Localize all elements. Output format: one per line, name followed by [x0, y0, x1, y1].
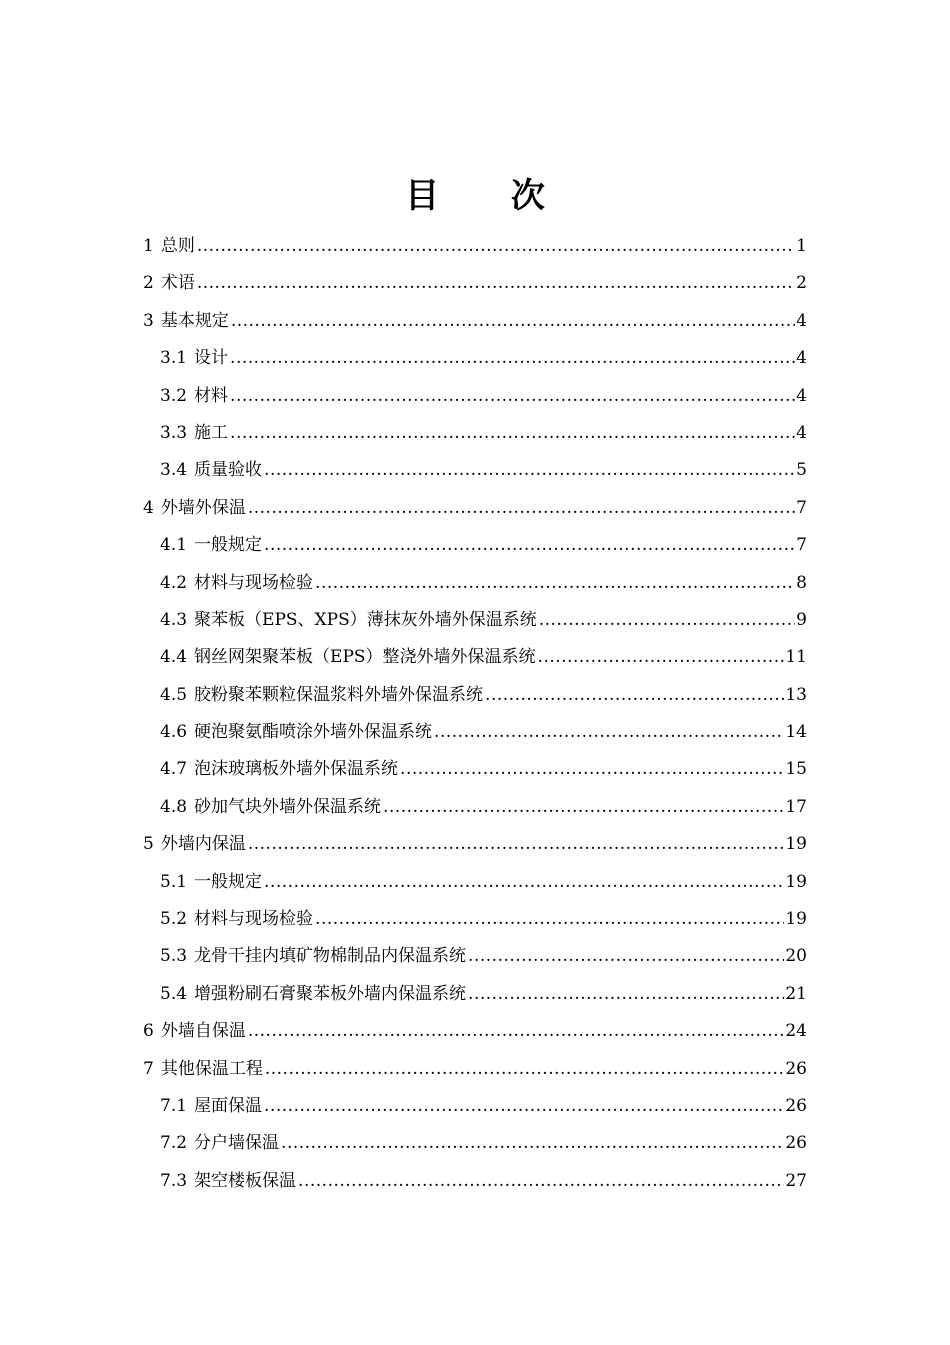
- toc-dot-leader: [315, 565, 795, 602]
- toc-entry-number: 5.4: [160, 983, 188, 1004]
- toc-entry-number: 4: [143, 497, 154, 518]
- toc-entry-number: 2: [143, 273, 154, 294]
- toc-page-number: 17: [785, 796, 807, 817]
- toc-dot-leader: [230, 340, 795, 377]
- toc-subsection-entry[interactable]: [143, 639, 807, 676]
- toc-entry-number: 4.1: [160, 535, 188, 556]
- toc-page-number: 4: [796, 385, 807, 406]
- toc-entry-number: 3.1: [160, 348, 188, 369]
- toc-dot-leader: [248, 826, 785, 863]
- toc-entry-title: 增强粉刷石膏聚苯板外墙内保温系统: [194, 983, 467, 1004]
- toc-dot-leader: [230, 415, 795, 452]
- toc-dot-leader: [231, 303, 795, 340]
- toc-entry-number: 3.4: [160, 460, 188, 481]
- toc-dot-leader: [248, 1013, 785, 1050]
- toc-page-number: 7: [796, 497, 807, 518]
- toc-entry-title: 一般规定: [194, 871, 263, 892]
- toc-entry-title: 材料与现场检验: [194, 909, 314, 930]
- toc-section-entry[interactable]: [143, 228, 807, 265]
- toc-entry-number: 7.1: [160, 1095, 188, 1116]
- toc-dot-leader: [538, 639, 785, 676]
- toc-entry-title: 质量验收: [194, 460, 263, 481]
- toc-entry-title: 外墙自保温: [160, 1021, 246, 1042]
- toc-page-number: 4: [796, 422, 807, 443]
- toc-entry-title: 分户墙保温: [194, 1133, 280, 1154]
- toc-entry-title: 外墙内保温: [160, 834, 246, 855]
- toc-entry-number: 5: [143, 834, 154, 855]
- toc-dot-leader: [383, 789, 784, 826]
- toc-page-number: 11: [785, 647, 807, 668]
- toc-entry-number: 7: [143, 1058, 154, 1079]
- toc-page-number: 21: [785, 983, 807, 1004]
- toc-subsection-entry[interactable]: [143, 415, 807, 452]
- toc-subsection-entry[interactable]: [143, 378, 807, 415]
- toc-entry-number: 4.2: [160, 572, 188, 593]
- toc-page-number: 19: [785, 834, 807, 855]
- toc-dot-leader: [485, 677, 784, 714]
- page-title: 目 次: [405, 175, 575, 216]
- toc-subsection-entry[interactable]: [143, 1125, 807, 1162]
- toc-page-number: 7: [796, 535, 807, 556]
- toc-entry-number: 4.4: [160, 647, 188, 668]
- toc-section-entry[interactable]: [143, 265, 807, 302]
- toc-section-entry[interactable]: [143, 303, 807, 340]
- toc-entry-title: 施工: [194, 422, 229, 443]
- toc-page-number: 8: [796, 572, 807, 593]
- toc-entry-title: 架空楼板保温: [194, 1170, 297, 1191]
- table-of-contents: [143, 228, 807, 1200]
- toc-dot-leader: [468, 976, 784, 1013]
- toc-page-number: 19: [785, 909, 807, 930]
- toc-entry-number: 3: [143, 310, 154, 331]
- toc-page-number: 4: [796, 310, 807, 331]
- toc-page-number: 26: [785, 1133, 807, 1154]
- toc-subsection-entry[interactable]: [143, 527, 807, 564]
- toc-subsection-entry[interactable]: [143, 789, 807, 826]
- toc-section-entry[interactable]: [143, 490, 807, 527]
- toc-entry-number: 6: [143, 1021, 154, 1042]
- toc-subsection-entry[interactable]: [143, 976, 807, 1013]
- toc-entry-number: 5.3: [160, 946, 188, 967]
- toc-page-number: 1: [796, 236, 807, 256]
- toc-page-number: 2: [796, 273, 807, 294]
- toc-section-entry[interactable]: [143, 1051, 807, 1088]
- toc-dot-leader: [468, 938, 784, 975]
- toc-entry-title: 一般规定: [194, 535, 263, 556]
- toc-entry-title: 设计: [194, 348, 229, 369]
- toc-dot-leader: [281, 1125, 784, 1162]
- toc-page-number: 24: [785, 1021, 807, 1042]
- toc-page-number: 26: [785, 1058, 807, 1079]
- toc-subsection-entry[interactable]: [143, 1163, 807, 1200]
- toc-page-number: 27: [785, 1170, 807, 1191]
- toc-subsection-entry[interactable]: [143, 864, 807, 901]
- toc-dot-leader: [264, 452, 795, 489]
- toc-entry-number: 4.3: [160, 609, 188, 630]
- toc-dot-leader: [264, 1088, 784, 1125]
- toc-entry-title: 术语: [160, 273, 195, 294]
- toc-subsection-entry[interactable]: [143, 565, 807, 602]
- toc-entry-title: 外墙外保温: [160, 497, 246, 518]
- toc-entry-number: 5.2: [160, 909, 188, 930]
- toc-entry-number: 3.3: [160, 422, 188, 443]
- toc-page-number: 20: [785, 946, 807, 967]
- toc-entry-number: 4.7: [160, 759, 188, 780]
- toc-subsection-entry[interactable]: [143, 1088, 807, 1125]
- toc-page-number: 15: [785, 759, 807, 780]
- toc-page-number: 5: [796, 460, 807, 481]
- toc-dot-leader: [230, 378, 795, 415]
- toc-entry-number: 4.6: [160, 722, 188, 743]
- toc-dot-leader: [264, 864, 784, 901]
- toc-entry-number: 5.1: [160, 871, 188, 892]
- toc-dot-leader: [539, 602, 795, 639]
- toc-dot-leader: [248, 490, 795, 527]
- toc-entry-number: 7.2: [160, 1133, 188, 1154]
- toc-entry-title: 龙骨干挂内填矿物棉制品内保温系统: [194, 946, 467, 967]
- toc-subsection-entry[interactable]: [143, 751, 807, 788]
- toc-entry-title: 硬泡聚氨酯喷涂外墙外保温系统: [194, 722, 433, 743]
- toc-entry-title: 钢丝网架聚苯板（EPS）整浇外墙外保温系统: [194, 647, 536, 668]
- toc-entry-title: 砂加气块外墙外保温系统: [194, 796, 382, 817]
- toc-entry-title: 泡沫玻璃板外墙外保温系统: [194, 759, 399, 780]
- toc-page-number: 19: [785, 871, 807, 892]
- toc-subsection-entry[interactable]: [143, 938, 807, 975]
- toc-page-number: 14: [785, 722, 807, 743]
- toc-entry-number: 4.8: [160, 796, 188, 817]
- toc-entry-number: 7.3: [160, 1170, 188, 1191]
- toc-subsection-entry[interactable]: [143, 901, 807, 938]
- toc-dot-leader: [400, 751, 784, 788]
- toc-dot-leader: [434, 714, 784, 751]
- toc-page-number: 9: [796, 609, 807, 630]
- toc-subsection-entry[interactable]: [143, 714, 807, 751]
- toc-entry-number: 4.5: [160, 684, 188, 705]
- toc-entry-title: 胶粉聚苯颗粒保温浆料外墙外保温系统: [194, 684, 484, 705]
- toc-dot-leader: [298, 1163, 784, 1200]
- toc-section-entry[interactable]: [143, 826, 807, 863]
- toc-entry-title: 总则: [160, 236, 195, 256]
- toc-subsection-entry[interactable]: [143, 677, 807, 714]
- toc-page-number: 26: [785, 1095, 807, 1116]
- toc-entry-title: 材料与现场检验: [194, 572, 314, 593]
- toc-entry-title: 材料: [194, 385, 229, 406]
- toc-dot-leader: [265, 1051, 785, 1088]
- toc-section-entry[interactable]: [143, 1013, 807, 1050]
- toc-entry-number: 1: [143, 236, 154, 256]
- toc-entry-title: 屋面保温: [194, 1095, 263, 1116]
- toc-dot-leader: [197, 265, 795, 302]
- toc-page-number: 4: [796, 348, 807, 369]
- toc-subsection-entry[interactable]: [143, 452, 807, 489]
- toc-entry-title: 其他保温工程: [160, 1058, 263, 1079]
- toc-entry-title: 基本规定: [160, 310, 229, 331]
- toc-dot-leader: [197, 228, 795, 265]
- toc-dot-leader: [315, 901, 784, 938]
- toc-page-number: 13: [785, 684, 807, 705]
- toc-dot-leader: [264, 527, 795, 564]
- toc-subsection-entry[interactable]: [143, 340, 807, 377]
- toc-entry-title: 聚苯板（EPS、XPS）薄抹灰外墙外保温系统: [194, 609, 537, 630]
- toc-subsection-entry[interactable]: [143, 602, 807, 639]
- toc-entry-number: 3.2: [160, 385, 188, 406]
